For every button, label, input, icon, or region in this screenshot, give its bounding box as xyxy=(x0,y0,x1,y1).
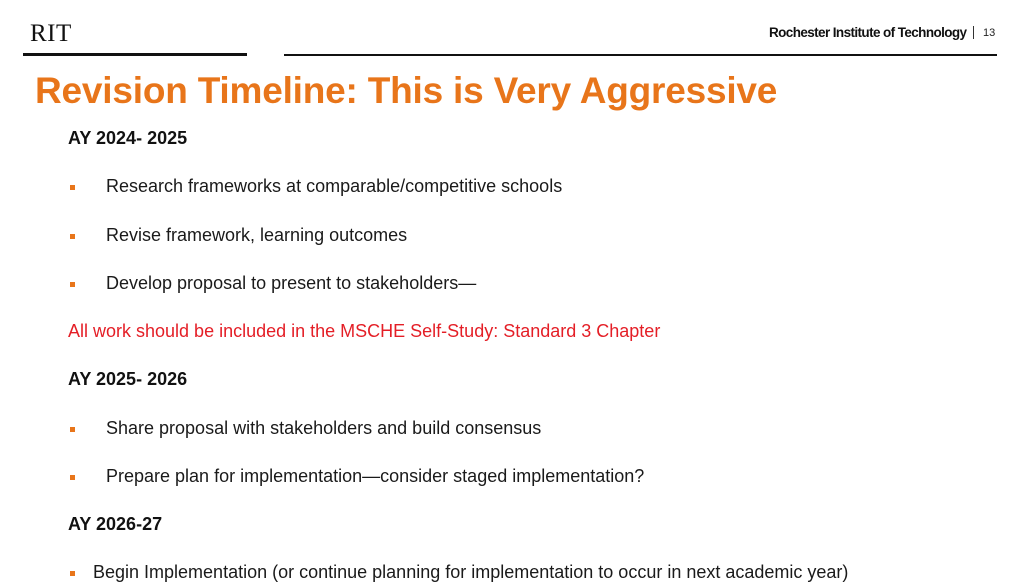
bullet-text: Revise framework, learning outcomes xyxy=(106,225,408,245)
section-heading: AY 2026-27 xyxy=(68,514,163,534)
rit-logo: RIT xyxy=(30,20,72,47)
bullet-text: Begin Implementation (or continue planning for implementation to occur in next academic year) xyxy=(93,562,849,582)
note-text: All work should be included in the MSCHE Self-Study: Standard 3 Chapter xyxy=(68,321,661,341)
section-heading: AY 2025- 2026 xyxy=(68,369,188,389)
square-bullet-icon xyxy=(70,571,75,576)
page-number: 13 xyxy=(983,27,996,39)
bullet-item xyxy=(93,562,848,583)
bullet-item xyxy=(106,273,476,294)
section-heading: AY 2024- 2025 xyxy=(68,128,188,148)
square-bullet-icon xyxy=(70,185,75,190)
bullet-text: Share proposal with stakeholders and build consensus xyxy=(106,418,542,438)
square-bullet-icon xyxy=(70,234,75,239)
square-bullet-icon xyxy=(70,282,75,287)
bullet-item xyxy=(106,418,541,439)
institution-name: Rochester Institute of Technology xyxy=(769,25,967,40)
square-bullet-icon xyxy=(70,427,75,432)
bullet-item xyxy=(106,225,407,246)
square-bullet-icon xyxy=(70,475,75,480)
bullet-item xyxy=(106,466,644,487)
slide-title: Revision Timeline: This is Very Aggressive xyxy=(35,70,778,111)
bullet-text: Prepare plan for implementation—consider staged implementation? xyxy=(106,466,645,486)
bullet-text: Research frameworks at comparable/competitive schools xyxy=(106,176,563,196)
bullet-text: Develop proposal to present to stakeholders— xyxy=(106,273,477,293)
bullet-item xyxy=(106,176,562,197)
